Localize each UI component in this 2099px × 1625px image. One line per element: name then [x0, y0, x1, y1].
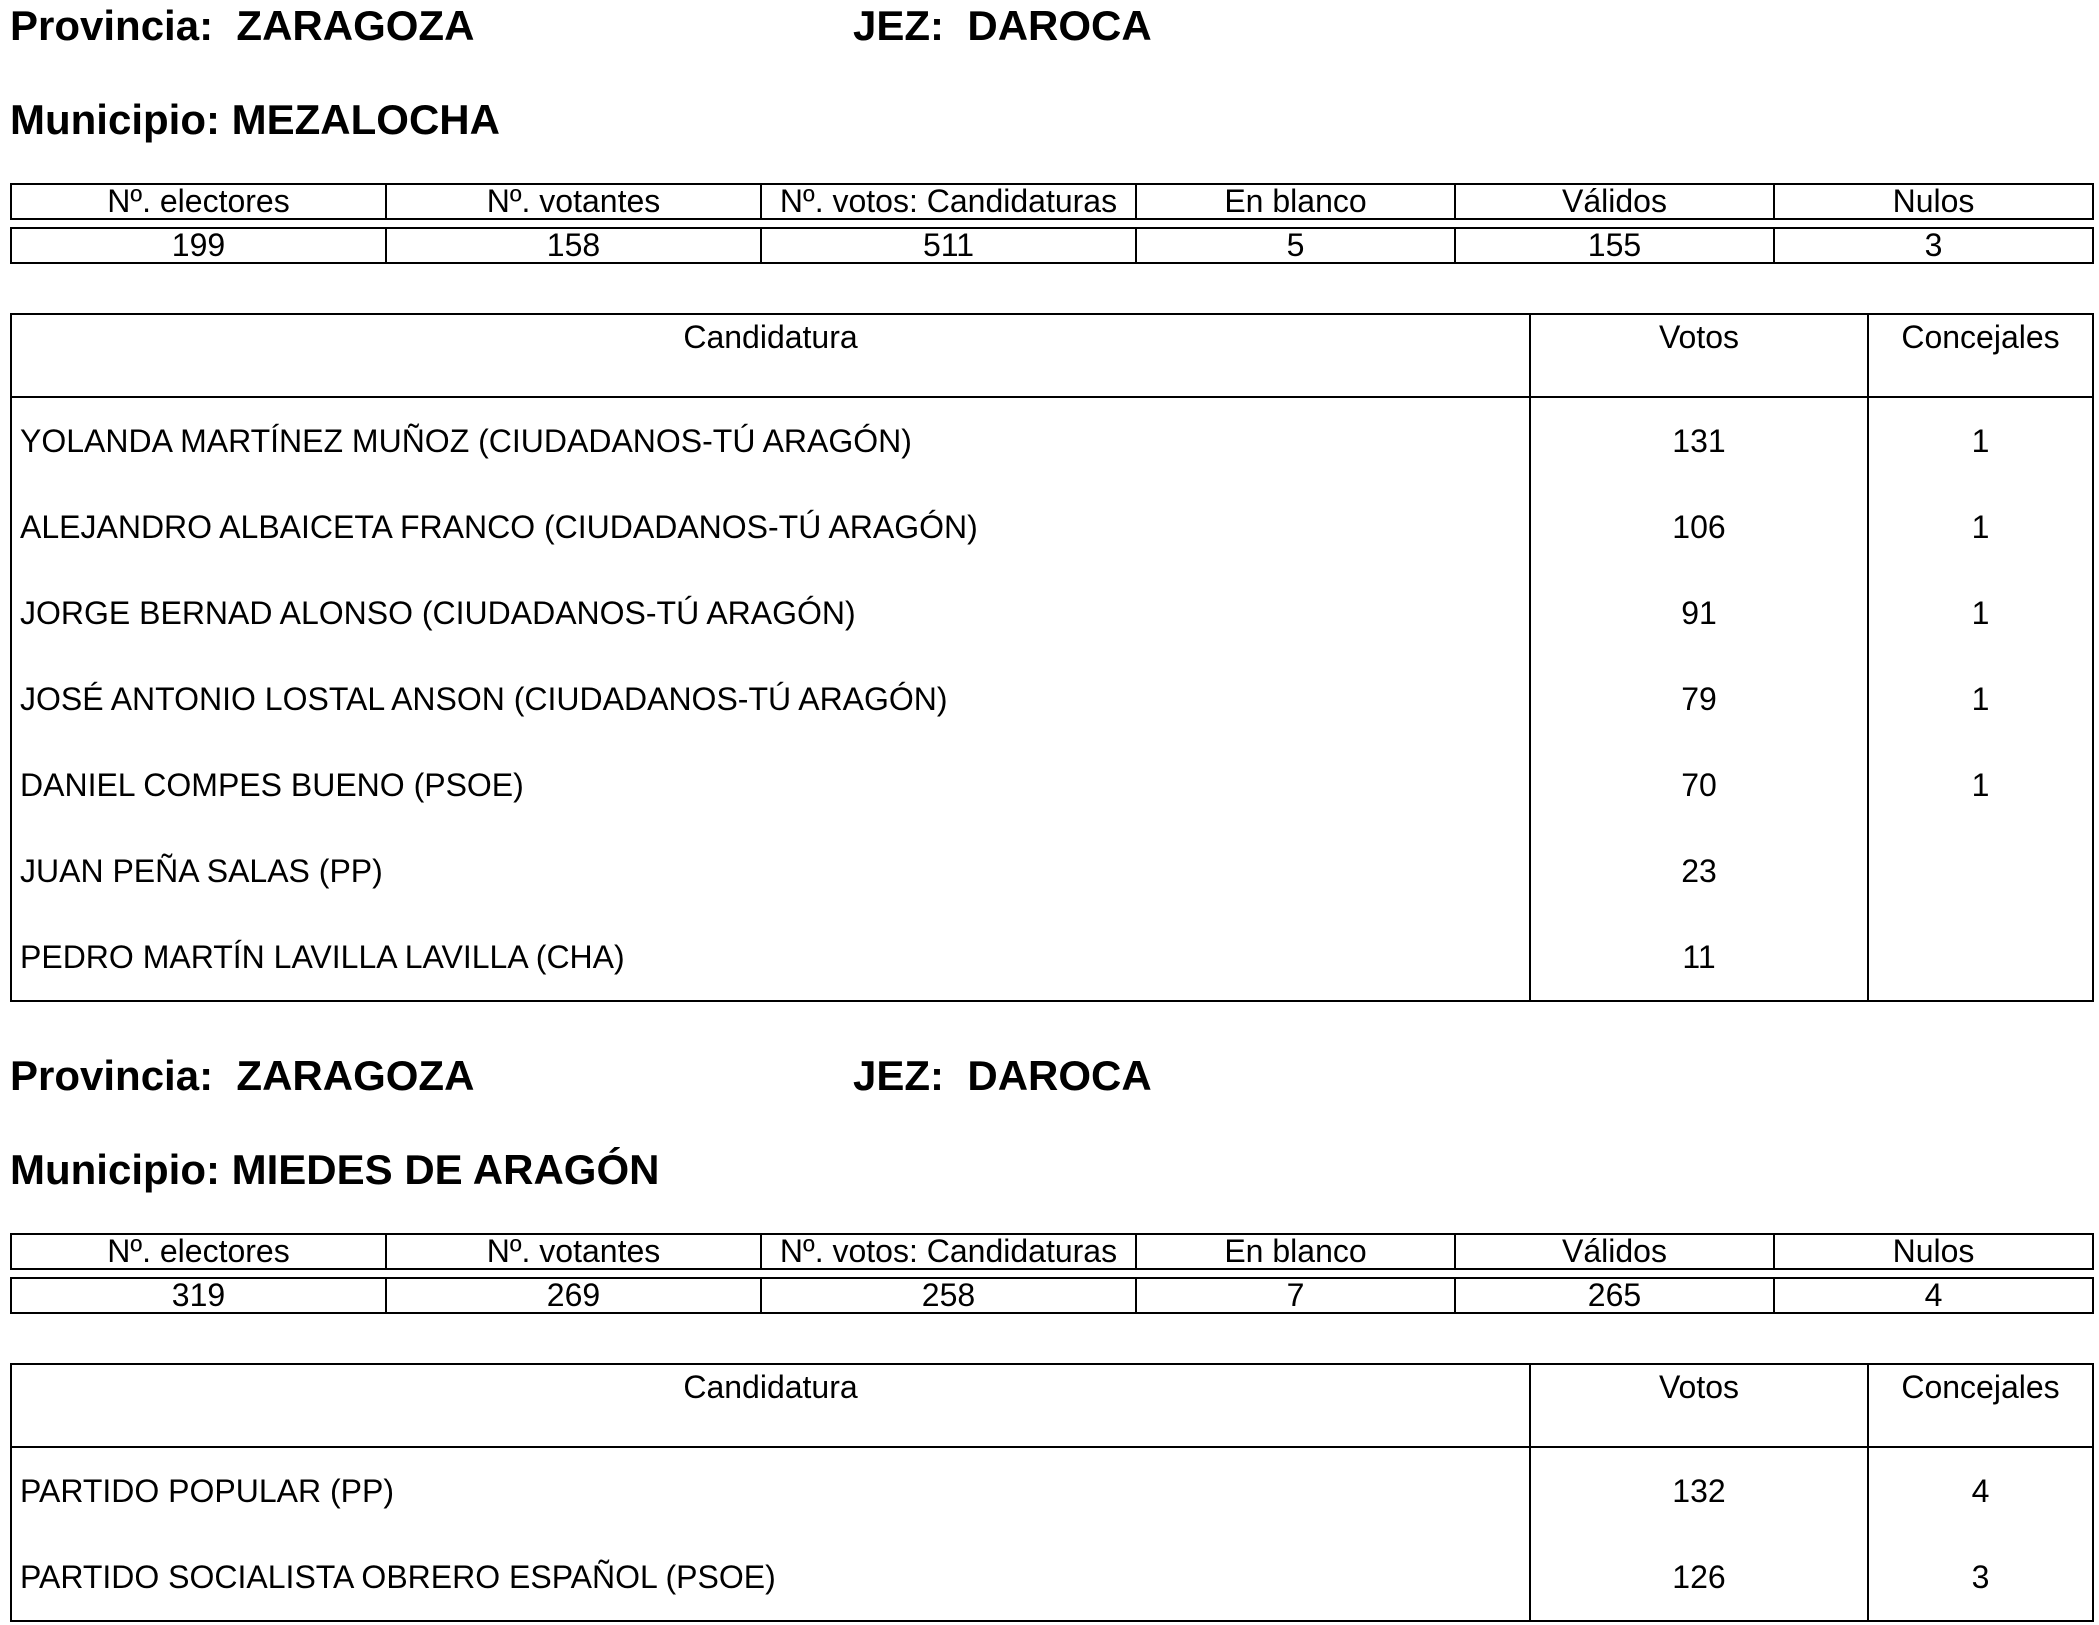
stats-value-en-blanco: 5: [1136, 228, 1455, 263]
stats-value-votos-candidaturas: 258: [761, 1278, 1136, 1313]
provincia-value: ZARAGOZA: [236, 2, 475, 49]
table-row: [11, 742, 2093, 828]
jez-heading: [853, 1052, 1152, 1099]
municipio-label: Municipio:: [10, 96, 220, 143]
stats-value-validos: 265: [1455, 1278, 1774, 1313]
jez-label: JEZ:: [853, 2, 945, 49]
table-row: [11, 570, 2093, 656]
municipio-heading: [10, 96, 500, 143]
municipio-label: Municipio:: [10, 1146, 220, 1193]
candidate-name: PEDRO MARTÍN LAVILLA LAVILLA (CHA): [11, 914, 1530, 1001]
col-header-candidatura: Candidatura: [11, 1364, 1530, 1447]
table-row: [11, 828, 2093, 914]
candidate-name: JUAN PEÑA SALAS (PP): [11, 828, 1530, 914]
candidate-concejales: 1: [1868, 742, 2093, 828]
candidate-concejales: 1: [1868, 484, 2093, 570]
municipio-heading: [10, 1146, 660, 1193]
provincia-heading: [10, 1052, 475, 1099]
municipio-section-miedes: [10, 1050, 2092, 1625]
candidate-concejales: [1868, 828, 2093, 914]
col-header-votos: Votos: [1530, 314, 1868, 397]
candidate-votos: 23: [1530, 828, 1868, 914]
stats-value-nulos: 4: [1774, 1278, 2093, 1313]
stats-value-electores: 319: [11, 1278, 386, 1313]
stats-value-table: [10, 227, 2094, 264]
stats-header-en-blanco: En blanco: [1136, 1234, 1455, 1269]
municipio-value: MIEDES DE ARAGÓN: [231, 1146, 660, 1193]
stats-header-votantes: Nº. votantes: [386, 1234, 761, 1269]
col-header-concejales: Concejales: [1868, 314, 2093, 397]
stats-value-row: [11, 228, 2093, 263]
table-row: [11, 914, 2093, 1001]
table-row: [11, 1447, 2093, 1534]
municipio-value: MEZALOCHA: [231, 96, 500, 143]
jez-label: JEZ:: [853, 1052, 945, 1099]
stats-header-votos-candidaturas: Nº. votos: Candidaturas: [761, 1234, 1136, 1269]
candidate-concejales: 1: [1868, 397, 2093, 484]
candidate-votos: 106: [1530, 484, 1868, 570]
candidate-name: PARTIDO POPULAR (PP): [11, 1447, 1530, 1534]
candidaturas-header-row: [11, 1364, 2093, 1447]
candidate-concejales: 4: [1868, 1447, 2093, 1534]
stats-value-row: [11, 1278, 2093, 1313]
jez-value: DAROCA: [967, 2, 1152, 49]
provincia-value: ZARAGOZA: [236, 1052, 475, 1099]
table-row: [11, 1534, 2093, 1621]
stats-header-nulos: Nulos: [1774, 184, 2093, 219]
candidate-votos: 91: [1530, 570, 1868, 656]
candidate-concejales: [1868, 914, 2093, 1001]
candidaturas-table: [10, 1363, 2094, 1622]
jez-value: DAROCA: [967, 1052, 1152, 1099]
stats-value-votos-candidaturas: 511: [761, 228, 1136, 263]
stats-header-electores: Nº. electores: [11, 1234, 386, 1269]
table-row: [11, 397, 2093, 484]
jez-heading: [853, 2, 1152, 49]
stats-value-votantes: 269: [386, 1278, 761, 1313]
candidate-votos: 70: [1530, 742, 1868, 828]
candidate-votos: 11: [1530, 914, 1868, 1001]
stats-header-table: [10, 1233, 2094, 1270]
table-row: [11, 484, 2093, 570]
stats-header-en-blanco: En blanco: [1136, 184, 1455, 219]
stats-header-row: [11, 184, 2093, 219]
provincia-heading: [10, 2, 475, 49]
stats-value-en-blanco: 7: [1136, 1278, 1455, 1313]
stats-header-validos: Válidos: [1455, 184, 1774, 219]
candidate-votos: 79: [1530, 656, 1868, 742]
candidate-votos: 126: [1530, 1534, 1868, 1621]
candidate-votos: 131: [1530, 397, 1868, 484]
provincia-label: Provincia:: [10, 2, 214, 49]
candidate-name: JOSÉ ANTONIO LOSTAL ANSON (CIUDADANOS-TÚ ARAGÓN): [11, 656, 1530, 742]
candidaturas-table: [10, 313, 2094, 1002]
candidate-name: YOLANDA MARTÍNEZ MUÑOZ (CIUDADANOS-TÚ ARAGÓN): [11, 397, 1530, 484]
stats-header-validos: Válidos: [1455, 1234, 1774, 1269]
stats-header-nulos: Nulos: [1774, 1234, 2093, 1269]
candidate-concejales: 1: [1868, 656, 2093, 742]
provincia-label: Provincia:: [10, 1052, 214, 1099]
stats-header-table: [10, 183, 2094, 220]
candidate-votos: 132: [1530, 1447, 1868, 1534]
candidate-concejales: 3: [1868, 1534, 2093, 1621]
col-header-concejales: Concejales: [1868, 1364, 2093, 1447]
stats-value-validos: 155: [1455, 228, 1774, 263]
col-header-candidatura: Candidatura: [11, 314, 1530, 397]
stats-header-votantes: Nº. votantes: [386, 184, 761, 219]
stats-value-table: [10, 1277, 2094, 1314]
municipio-section-mezalocha: [10, 0, 2092, 1000]
candidate-name: ALEJANDRO ALBAICETA FRANCO (CIUDADANOS-TÚ ARAGÓN): [11, 484, 1530, 570]
stats-value-nulos: 3: [1774, 228, 2093, 263]
stats-header-row: [11, 1234, 2093, 1269]
stats-header-votos-candidaturas: Nº. votos: Candidaturas: [761, 184, 1136, 219]
candidate-concejales: 1: [1868, 570, 2093, 656]
candidaturas-header-row: [11, 314, 2093, 397]
col-header-votos: Votos: [1530, 1364, 1868, 1447]
candidate-name: DANIEL COMPES BUENO (PSOE): [11, 742, 1530, 828]
table-row: [11, 656, 2093, 742]
stats-header-electores: Nº. electores: [11, 184, 386, 219]
candidate-name: PARTIDO SOCIALISTA OBRERO ESPAÑOL (PSOE): [11, 1534, 1530, 1621]
stats-value-electores: 199: [11, 228, 386, 263]
candidate-name: JORGE BERNAD ALONSO (CIUDADANOS-TÚ ARAGÓN): [11, 570, 1530, 656]
stats-value-votantes: 158: [386, 228, 761, 263]
